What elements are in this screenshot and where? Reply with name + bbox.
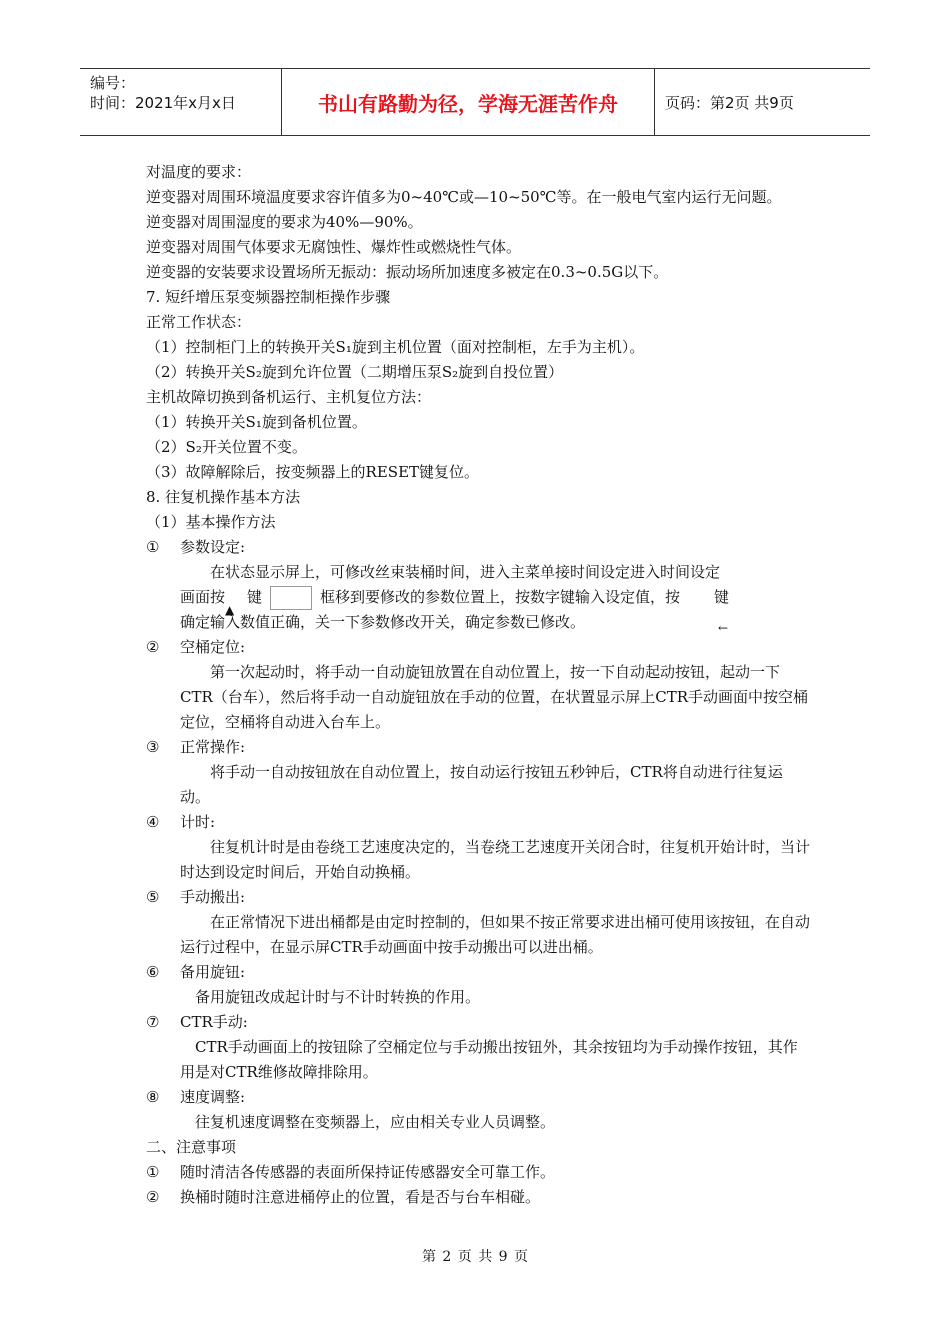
text-line: 正常工作状态： — [146, 313, 252, 331]
item-body-part: 键 — [714, 588, 730, 606]
item-body: 往复机速度调整在变频器上，应由相关专业人员调整。 — [195, 1113, 556, 1131]
text-line: 对温度的要求： — [146, 163, 252, 181]
item-body: 往复机计时是由卷绕工艺速度决定的，当卷绕工艺速度开关闭合时，往复机开始计时，当计时达到设定时间后，开始自动换桶。 — [180, 838, 811, 881]
page-header — [80, 68, 870, 136]
list-item — [146, 810, 810, 835]
up-arrow-icon: ▲ — [225, 603, 235, 617]
item-body: 第一次起动时，将手动一自动旋钮放置在自动位置上，按一下自动起动按钮，起动一下CTR（台车），然后将手动一自动旋钮放在手动的位置，在状置显示屏上CTR手动画面中按空桶定位，空桶将自动进入台车上。 — [180, 663, 809, 731]
section-heading: 7. 短纤增压泵变频器控制柜操作步骤 — [146, 288, 391, 306]
left-arrow-icon: ← — [718, 621, 729, 635]
list-item — [146, 1160, 810, 1185]
item-title: 计时: — [180, 813, 216, 831]
item-title: 空桶定位: — [180, 638, 246, 656]
item-body: CTR手动画面上的按钮除了空桶定位与手动搬出按钮外，其余按钮均为手动操作按钮，其作用是对CTR维修故障排除用。 — [180, 1038, 798, 1081]
text-line: 逆变器对周围湿度的要求为40%—90%。 — [146, 213, 423, 231]
text-line: （1）控制柜门上的转换开关S₁旋到主机位置（面对控制柜，左手为主机）。 — [146, 338, 645, 356]
list-item — [146, 1185, 810, 1210]
text-line: （2）转换开关S₂旋到允许位置（二期增压泵S₂旋到自投位置） — [146, 363, 564, 381]
text-line: （1）基本操作方法 — [146, 513, 276, 531]
item-body-part: 框移到要修改的参数位置上，按数字键输入设定值，按 — [320, 588, 681, 606]
item-number: ④ — [146, 813, 160, 831]
footer-text: 页 — [514, 1249, 529, 1265]
item-body: 确定输入数值正确，关一下参数修改开关，确定参数已修改。 — [180, 613, 586, 631]
section-heading: 8. 往复机操作基本方法 — [146, 488, 301, 506]
text-line: 主机故障切换到备机运行、主机复位方法： — [146, 388, 432, 406]
list-item — [146, 1085, 810, 1110]
footer-text: 第 — [421, 1249, 436, 1265]
header-info-cell — [80, 69, 282, 135]
section-heading: 二、注意事项 — [146, 1138, 237, 1156]
text-line: （3）故障解除后，按变频器上的RESET键复位。 — [146, 463, 480, 481]
footer-text: 共 — [478, 1249, 493, 1265]
header-page-label: 页码：第2页 共9页 — [665, 93, 794, 112]
item-body: 备用旋钮改成起计时与不计时转换的作用。 — [195, 988, 481, 1006]
item-number: ⑧ — [146, 1088, 160, 1106]
list-item — [146, 635, 810, 660]
item-title: 正常操作: — [180, 738, 246, 756]
item-number: ① — [146, 1163, 160, 1181]
item-body-part: 键 — [247, 588, 263, 606]
document-body — [146, 160, 810, 1210]
header-motto: 书山有路勤为径，学海无涯苦作舟 — [282, 69, 655, 135]
list-item — [146, 535, 810, 560]
item-title: CTR手动: — [180, 1013, 248, 1031]
footer-total-pages: 9 — [498, 1249, 508, 1265]
list-item — [146, 735, 810, 760]
text-line: （1）转换开关S₁旋到备机位置。 — [146, 413, 367, 431]
item-title: 参数设定: — [180, 538, 246, 556]
item-number: ③ — [146, 738, 160, 756]
page-footer — [0, 1246, 950, 1266]
text-line: 逆变器对周围环境温度要求容许值多为0~40℃或—10~50℃等。在一般电气室内运行无问题。 — [146, 188, 782, 206]
input-box-icon — [270, 586, 312, 610]
text-line: （2）S₂开关位置不变。 — [146, 438, 307, 456]
note-text: 换桶时随时注意进桶停止的位置，看是否与台车相碰。 — [180, 1188, 541, 1206]
item-body-part: 画面按 — [180, 588, 226, 606]
serial-label: 编号： — [90, 74, 136, 92]
text-line: 逆变器的安装要求设置场所无振动：振动场所加速度多被定在0.3~0.5G以下。 — [146, 263, 669, 281]
item-number: ⑥ — [146, 963, 160, 981]
item-body: 将手动一自动按钮放在自动位置上，按自动运行按钮五秒钟后，CTR将自动进行往复运动。 — [180, 763, 783, 806]
item-body: 在正常情况下进出桶都是由定时控制的，但如果不按正常要求进出桶可使用该按钮，在自动运行过程中，在显示屏CTR手动画面中按手动搬出可以进出桶。 — [180, 913, 811, 956]
item-number: ⑤ — [146, 888, 160, 906]
item-title: 备用旋钮: — [180, 963, 246, 981]
item-number: ② — [146, 638, 160, 656]
footer-page-number: 2 — [442, 1249, 452, 1265]
item-number: ② — [146, 1188, 160, 1206]
footer-text: 页 — [457, 1249, 472, 1265]
note-text: 随时清洁各传感器的表面所保持证传感器安全可靠工作。 — [180, 1163, 556, 1181]
list-item — [146, 885, 810, 910]
item-body: 在状态显示屏上，可修改丝束装桶时间，进入主菜单接时间设定进入时间设定 — [210, 563, 721, 581]
item-body — [146, 585, 810, 610]
list-item — [146, 960, 810, 985]
text-line: 逆变器对周围气体要求无腐蚀性、爆炸性或燃烧性气体。 — [146, 238, 522, 256]
item-title: 速度调整: — [180, 1088, 246, 1106]
item-number: ⑦ — [146, 1013, 160, 1031]
list-item — [146, 1010, 810, 1035]
item-number: ① — [146, 538, 160, 556]
item-title: 手动搬出: — [180, 888, 246, 906]
time-label: 时间：2021年x月x日 — [90, 94, 236, 112]
